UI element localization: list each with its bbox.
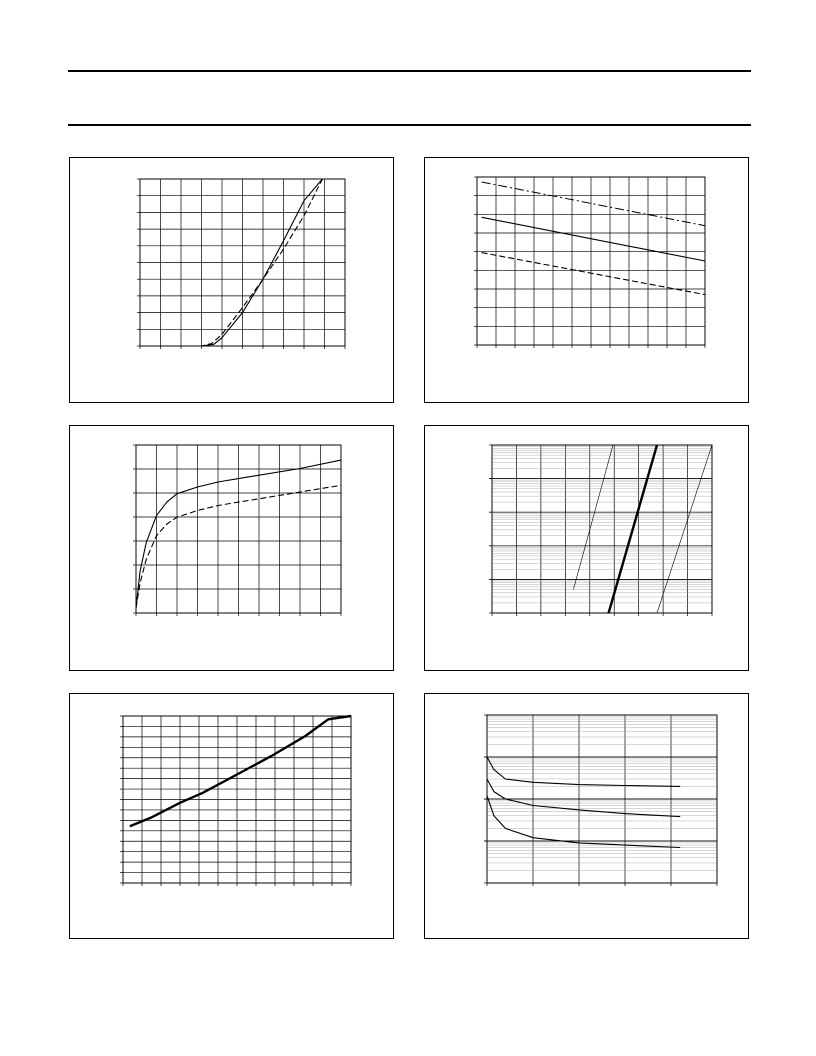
series-line-1 xyxy=(487,757,680,786)
series-line-3 xyxy=(487,796,680,848)
chart-panel-4 xyxy=(424,425,749,671)
chart-1-svg xyxy=(70,158,395,404)
chart-panel-6 xyxy=(424,693,749,939)
plot-frame xyxy=(492,445,712,613)
chart-2-svg xyxy=(425,158,750,404)
chart-5-svg xyxy=(70,694,395,940)
chart-panel-2 xyxy=(424,157,749,403)
chart-6-svg xyxy=(425,694,750,940)
chart-3-svg xyxy=(70,426,395,672)
chart-4-svg xyxy=(425,426,750,672)
header-rule-bottom xyxy=(68,124,751,126)
series-line-2 xyxy=(609,445,657,613)
series-line-3 xyxy=(657,445,712,613)
header-rule-top xyxy=(68,70,751,72)
chart-panel-1 xyxy=(69,157,394,403)
chart-panel-3 xyxy=(69,425,394,671)
chart-panel-5 xyxy=(69,693,394,939)
